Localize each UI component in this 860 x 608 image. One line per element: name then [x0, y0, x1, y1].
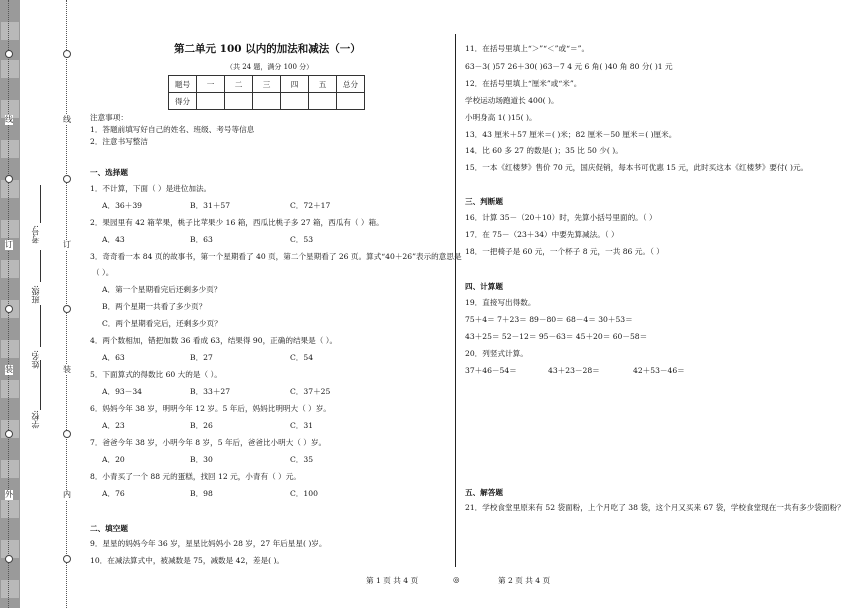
question-3: 3．奇奇看一本 84 页的故事书，第一个星期看了 40 页，第二个星期看了 26 页。算式“40＋26”表示的意思是 [90, 252, 462, 261]
score-header-cell: 二 [225, 76, 253, 93]
option: B．30 [190, 455, 213, 464]
binding-char-order-inner: 订 [63, 240, 71, 249]
score-table [168, 75, 365, 110]
outer-cut-line [8, 0, 9, 608]
inner-cut-line [66, 0, 67, 608]
score-cell[interactable] [309, 93, 337, 110]
option: C．35 [290, 455, 314, 464]
option: C．72＋17 [290, 201, 331, 210]
score-cell[interactable] [253, 93, 281, 110]
option: B．31＋57 [190, 201, 231, 210]
exam-number-field-label: 考号: [31, 225, 40, 244]
score-cell[interactable] [281, 93, 309, 110]
option: C．100 [290, 489, 318, 498]
question-7: 7．爸爸今年 38 岁，小明今年 8 岁，5 年后，爸爸比小明大（ ）岁。 [90, 438, 327, 447]
option: B．两个星期一共看了多少页？ [102, 302, 207, 311]
question-14: 14．比 60 多 27 的数是( )；35 比 50 少( )。 [465, 146, 623, 155]
binding-char-bind-outer: 装 [5, 365, 13, 374]
option: B．98 [190, 489, 213, 498]
question-13: 13．43 厘米＋57 厘米＝( )米；82 厘米－50 厘米＝( )厘米。 [465, 130, 677, 139]
option: A．23 [102, 421, 125, 430]
option: A．93－34 [102, 387, 142, 396]
question-21: 21．学校食堂里原来有 52 袋面粉，上个月吃了 38 袋，这个月又买来 67 袋，学校食堂现在一共有多少袋面粉？ [465, 503, 845, 512]
score-header-cell: 一 [197, 76, 225, 93]
right-page-number: 第 2 页 共 4 页 [498, 576, 551, 585]
class-field-line[interactable] [40, 250, 41, 282]
section-heading-true-false: 三、判断题 [465, 197, 503, 206]
vertical-calc-item: 37＋46－54＝ [465, 366, 517, 375]
left-page-number: 第 1 页 共 4 页 [366, 576, 419, 585]
score-table-header-row [169, 76, 365, 93]
option: A．76 [102, 489, 125, 498]
question-19: 19．直接写出得数。 [465, 298, 536, 307]
score-header-cell: 总分 [337, 76, 365, 93]
question-6: 6．妈妈今年 38 岁，明明今年 12 岁。5 年后，妈妈比明明大（ ）岁。 [90, 404, 331, 413]
score-header-cell: 五 [309, 76, 337, 93]
question-19-row-2: 43＋25＝ 52－12＝ 95－63＝ 45＋20＝ 60－58＝ [465, 332, 648, 341]
score-table-score-row [169, 93, 365, 110]
page-title: 第二单元 100 以内的加法和减法（一） [174, 43, 361, 55]
question-12-a: 学校运动场跑道长 400( )。 [465, 96, 559, 105]
option: B．27 [190, 353, 213, 362]
score-cell[interactable] [197, 93, 225, 110]
section-heading-fill-blank: 二、填空题 [90, 524, 128, 533]
vertical-calc-item: 42＋53－46＝ [633, 366, 685, 375]
score-header-cell: 题号 [169, 76, 197, 93]
question-8: 8．小青买了一个 88 元的蛋糕，找回 12 元，小青有（ ）元。 [90, 472, 301, 481]
question-15: 15．一本《红楼梦》售价 70 元，国庆促销，每本书可优惠 15 元，此时买这本《红楼梦》要付( )元。 [465, 163, 809, 172]
option: C．37＋25 [290, 387, 331, 396]
score-header-cell: 三 [253, 76, 281, 93]
option: C．31 [290, 421, 314, 430]
class-field-label: 班级: [31, 285, 40, 304]
option: B．63 [190, 235, 213, 244]
question-9: 9．星星的妈妈今年 36 岁，星星比妈妈小 28 岁，27 年后星星( )岁。 [90, 539, 327, 548]
option: A．20 [102, 455, 125, 464]
option: C．两个星期看完后，还剩多少页？ [102, 319, 222, 328]
question-11: 11．在括号里填上“＞”“＜”或“＝”。 [465, 44, 590, 53]
question-10: 10．在减法算式中，被减数是 75，减数是 42，差是( )。 [90, 556, 285, 565]
notes-title: 注意事项： [90, 113, 128, 122]
score-cell[interactable] [337, 93, 365, 110]
binding-char-bind-inner: 装 [63, 365, 71, 374]
page-divider [455, 34, 456, 567]
question-1: 1．不计算，下面（ ）是进位加法。 [90, 184, 212, 193]
option: A．63 [102, 353, 125, 362]
section-heading-calculation: 四、计算题 [465, 282, 503, 291]
exam-number-field-line[interactable] [40, 185, 41, 223]
center-mark-icon: ◎ [453, 575, 460, 584]
score-header-cell: 四 [281, 76, 309, 93]
binding-char-order-outer: 订 [5, 240, 13, 249]
option: A．43 [102, 235, 125, 244]
option: A．36＋39 [102, 201, 142, 210]
note-item: 2．注意书写整洁 [90, 137, 148, 146]
option: C．54 [290, 353, 314, 362]
question-18: 18．一把椅子是 60 元，一个杯子 8 元，一共 86 元。（ ） [465, 247, 664, 256]
question-2: 2．果园里有 42 箱苹果，桃子比苹果少 16 箱，西瓜比桃子多 27 箱，西瓜有（ ）箱。 [90, 218, 384, 227]
binding-char-outside: 外 [5, 490, 13, 499]
name-field-label: 姓名: [31, 350, 40, 369]
binding-margin [0, 0, 70, 608]
binding-char-line-outer: 线 [5, 115, 13, 124]
section-heading-choice: 一、选择题 [90, 168, 128, 177]
section-heading-word-problems: 五、解答题 [465, 488, 503, 497]
vertical-calc-item: 43＋23－28＝ [548, 366, 600, 375]
binding-gray-strip [0, 0, 20, 608]
score-cell[interactable] [225, 93, 253, 110]
question-19-row-1: 75＋4＝ 7＋23＝ 89－80＝ 68－4＝ 30＋53＝ [465, 315, 633, 324]
question-12-b: 小明身高 1( )15( )。 [465, 113, 537, 122]
name-field-line[interactable] [40, 305, 41, 347]
school-field-label: 学校: [31, 410, 40, 429]
question-12: 12．在括号里填上“厘米”或“米”。 [465, 79, 582, 88]
question-5: 5．下面算式的得数比 60 大的是（ ）。 [90, 370, 222, 379]
binding-char-inside: 内 [63, 490, 71, 499]
binding-char-line-inner: 线 [63, 115, 71, 124]
question-16: 16．计算 35－（20＋10）时，先算小括号里面的。（ ） [465, 213, 657, 222]
option: B．33＋27 [190, 387, 231, 396]
option: A．第一个星期看完后还剩多少页？ [102, 285, 222, 294]
score-row-label: 得分 [169, 93, 197, 110]
note-item: 1．答题前填写好自己的姓名、班级、考号等信息 [90, 125, 255, 134]
question-3-continued: （ ）。 [92, 268, 114, 277]
question-4: 4．两个数相加，错把加数 36 看成 63，结果得 90，正确的结果是（ ）。 [90, 336, 338, 345]
option: B．26 [190, 421, 213, 430]
question-17: 17．在 75－（23＋34）中要先算减法。（ ） [465, 230, 619, 239]
page-subtitle: （共 24 题，满分 100 分） [226, 63, 314, 71]
question-20: 20．列竖式计算。 [465, 349, 528, 358]
option: C．53 [290, 235, 314, 244]
question-11-items: 63－3( )57 26＋30( )63－7 4 元 6 角( )40 角 80 分( )1 元 [465, 62, 673, 71]
